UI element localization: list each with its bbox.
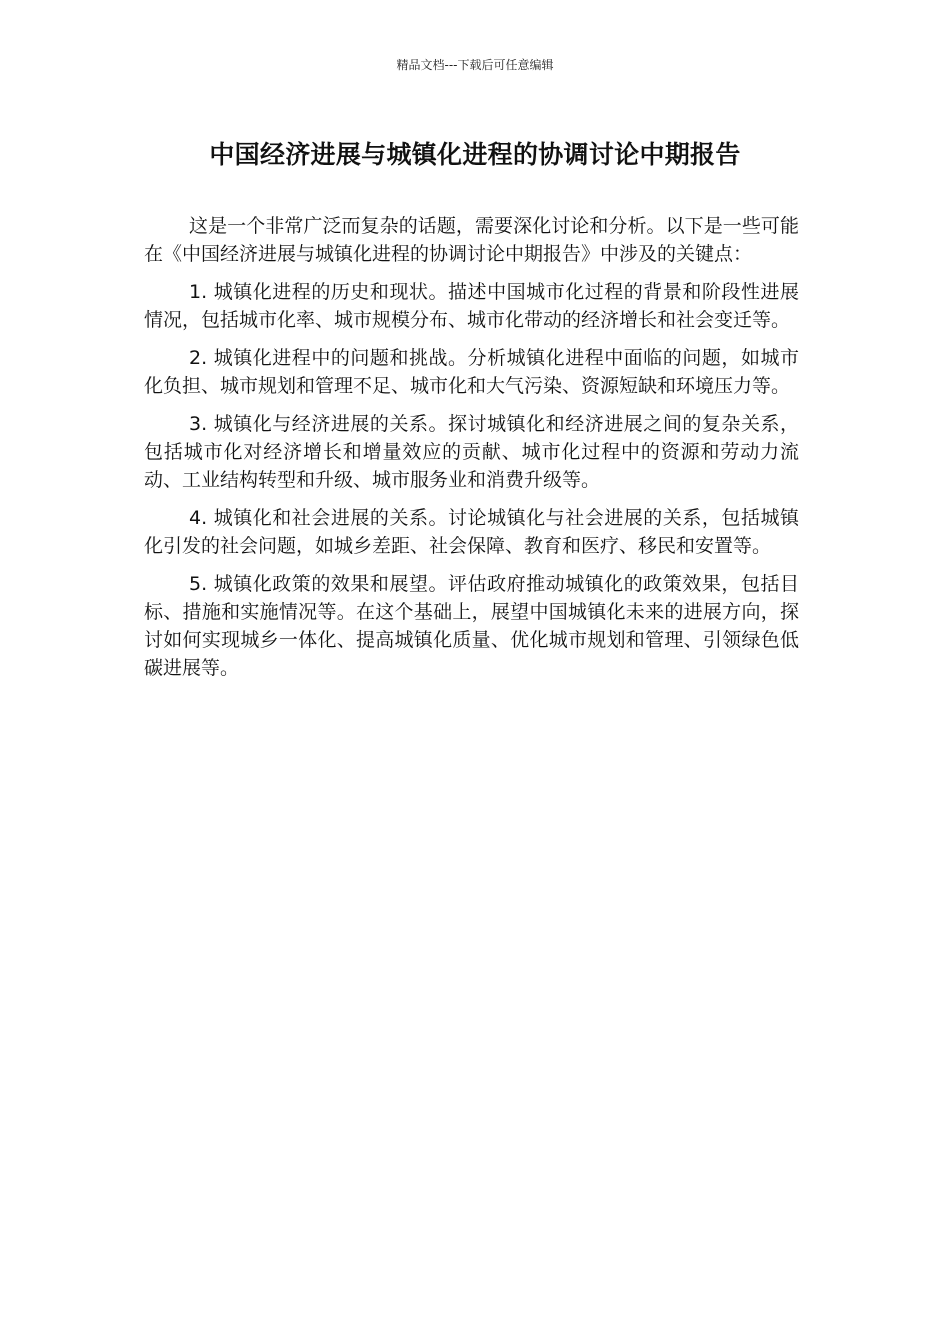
point-3-paragraph: 3. 城镇化与经济进展的关系。探讨城镇化和经济进展之间的复杂关系，包括城市化对经济增长和增量效应的贡献、城市化过程中的资源和劳动力流动、工业结构转型和升级、城市服务业和消费升级等。: [144, 413, 799, 491]
point-2-paragraph: 2. 城镇化进程中的问题和挑战。分析城镇化进程中面临的问题，如城市化负担、城市规划和管理不足、城市化和大气污染、资源短缺和环境压力等。: [144, 347, 799, 397]
point-4-paragraph: 4. 城镇化和社会进展的关系。讨论城镇化与社会进展的关系，包括城镇化引发的社会问题，如城乡差距、社会保障、教育和医疗、移民和安置等。: [144, 507, 799, 557]
document-body: [144, 212, 799, 692]
header-note: 精品文档---下载后可任意编辑: [396, 58, 554, 72]
point-5-paragraph: 5. 城镇化政策的效果和展望。评估政府推动城镇化的政策效果，包括目标、措施和实施情况等。在这个基础上，展望中国城镇化未来的进展方向，探讨如何实现城乡一体化、提高城镇化质量、优化城市规划和管理、引领绿色低碳进展等。: [144, 573, 799, 679]
document-title: 中国经济进展与城镇化进程的协调讨论中期报告: [209, 140, 741, 169]
intro-paragraph: 这是一个非常广泛而复杂的话题，需要深化讨论和分析。以下是一些可能在《中国经济进展与城镇化进程的协调讨论中期报告》中涉及的关键点：: [144, 215, 799, 265]
point-1-paragraph: 1. 城镇化进程的历史和现状。描述中国城市化过程的背景和阶段性进展情况，包括城市化率、城市规模分布、城市化带动的经济增长和社会变迁等。: [144, 281, 799, 331]
